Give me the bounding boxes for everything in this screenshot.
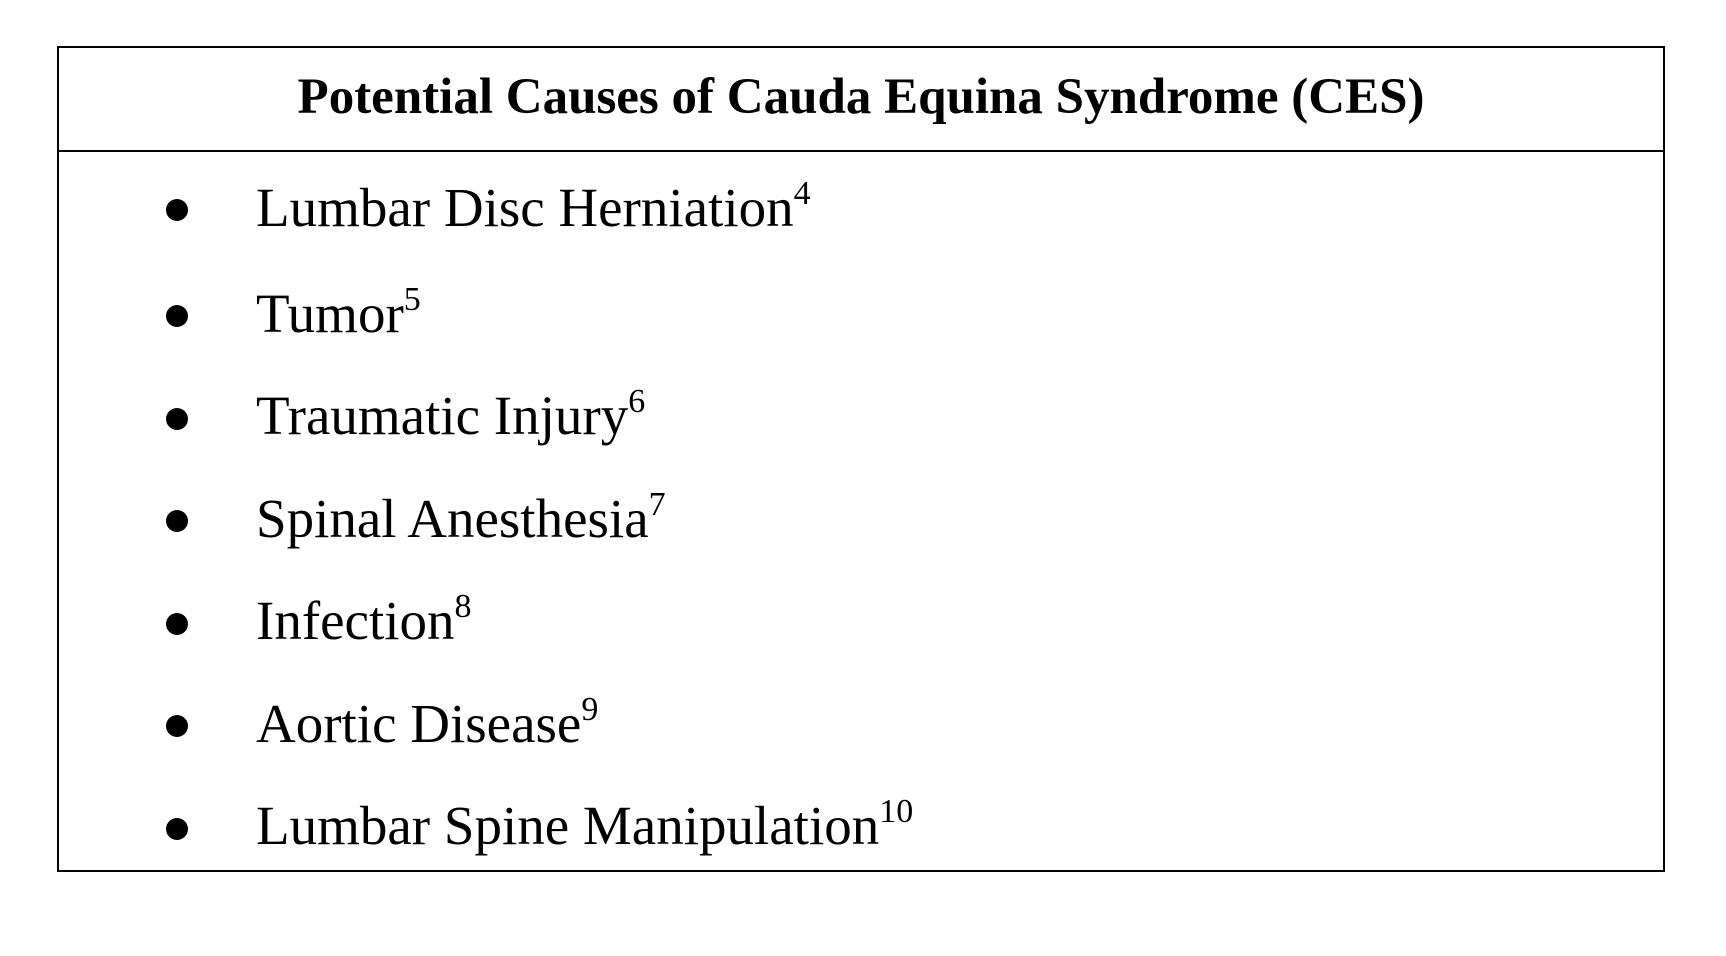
- reference-number: 8: [454, 588, 472, 626]
- bullet-icon: [166, 199, 188, 221]
- cause-list: [59, 152, 1663, 870]
- bullet-icon: [166, 510, 188, 532]
- reference-number: 9: [581, 690, 599, 728]
- list-item: [59, 672, 1663, 775]
- bullet-icon: [166, 715, 188, 737]
- cause-label: Infection$^8$: [256, 588, 472, 652]
- list-item: [59, 775, 1663, 878]
- cause-label: Tumor$^5$: [256, 280, 421, 344]
- reference-number: 6: [628, 383, 646, 421]
- reference-number: 5: [403, 280, 421, 318]
- cause-label: Spinal Anesthesia$^7$: [256, 485, 666, 549]
- list-item: [59, 570, 1663, 673]
- bullet-icon: [166, 613, 188, 635]
- cause-label: Aortic Disease$^9$: [256, 690, 599, 754]
- list-item: [59, 152, 1663, 262]
- bullet-icon: [166, 818, 188, 840]
- reference-number: 4: [793, 174, 811, 212]
- list-item: [59, 365, 1663, 468]
- cause-label: Traumatic Injury$^6$: [256, 383, 646, 447]
- list-item: [59, 467, 1663, 570]
- cause-label: Lumbar Disc Herniation$^4$: [256, 174, 811, 238]
- bullet-icon: [166, 408, 188, 430]
- bullet-icon: [166, 305, 188, 327]
- list-item: [59, 262, 1663, 365]
- reference-number: 10: [879, 793, 914, 831]
- table-title: Potential Causes of Cauda Equina Syndrome (CES): [59, 48, 1663, 152]
- cause-label: Lumbar Spine Manipulation$^{10}$: [256, 793, 914, 857]
- reference-number: 7: [648, 485, 666, 523]
- ces-causes-table: [57, 46, 1665, 872]
